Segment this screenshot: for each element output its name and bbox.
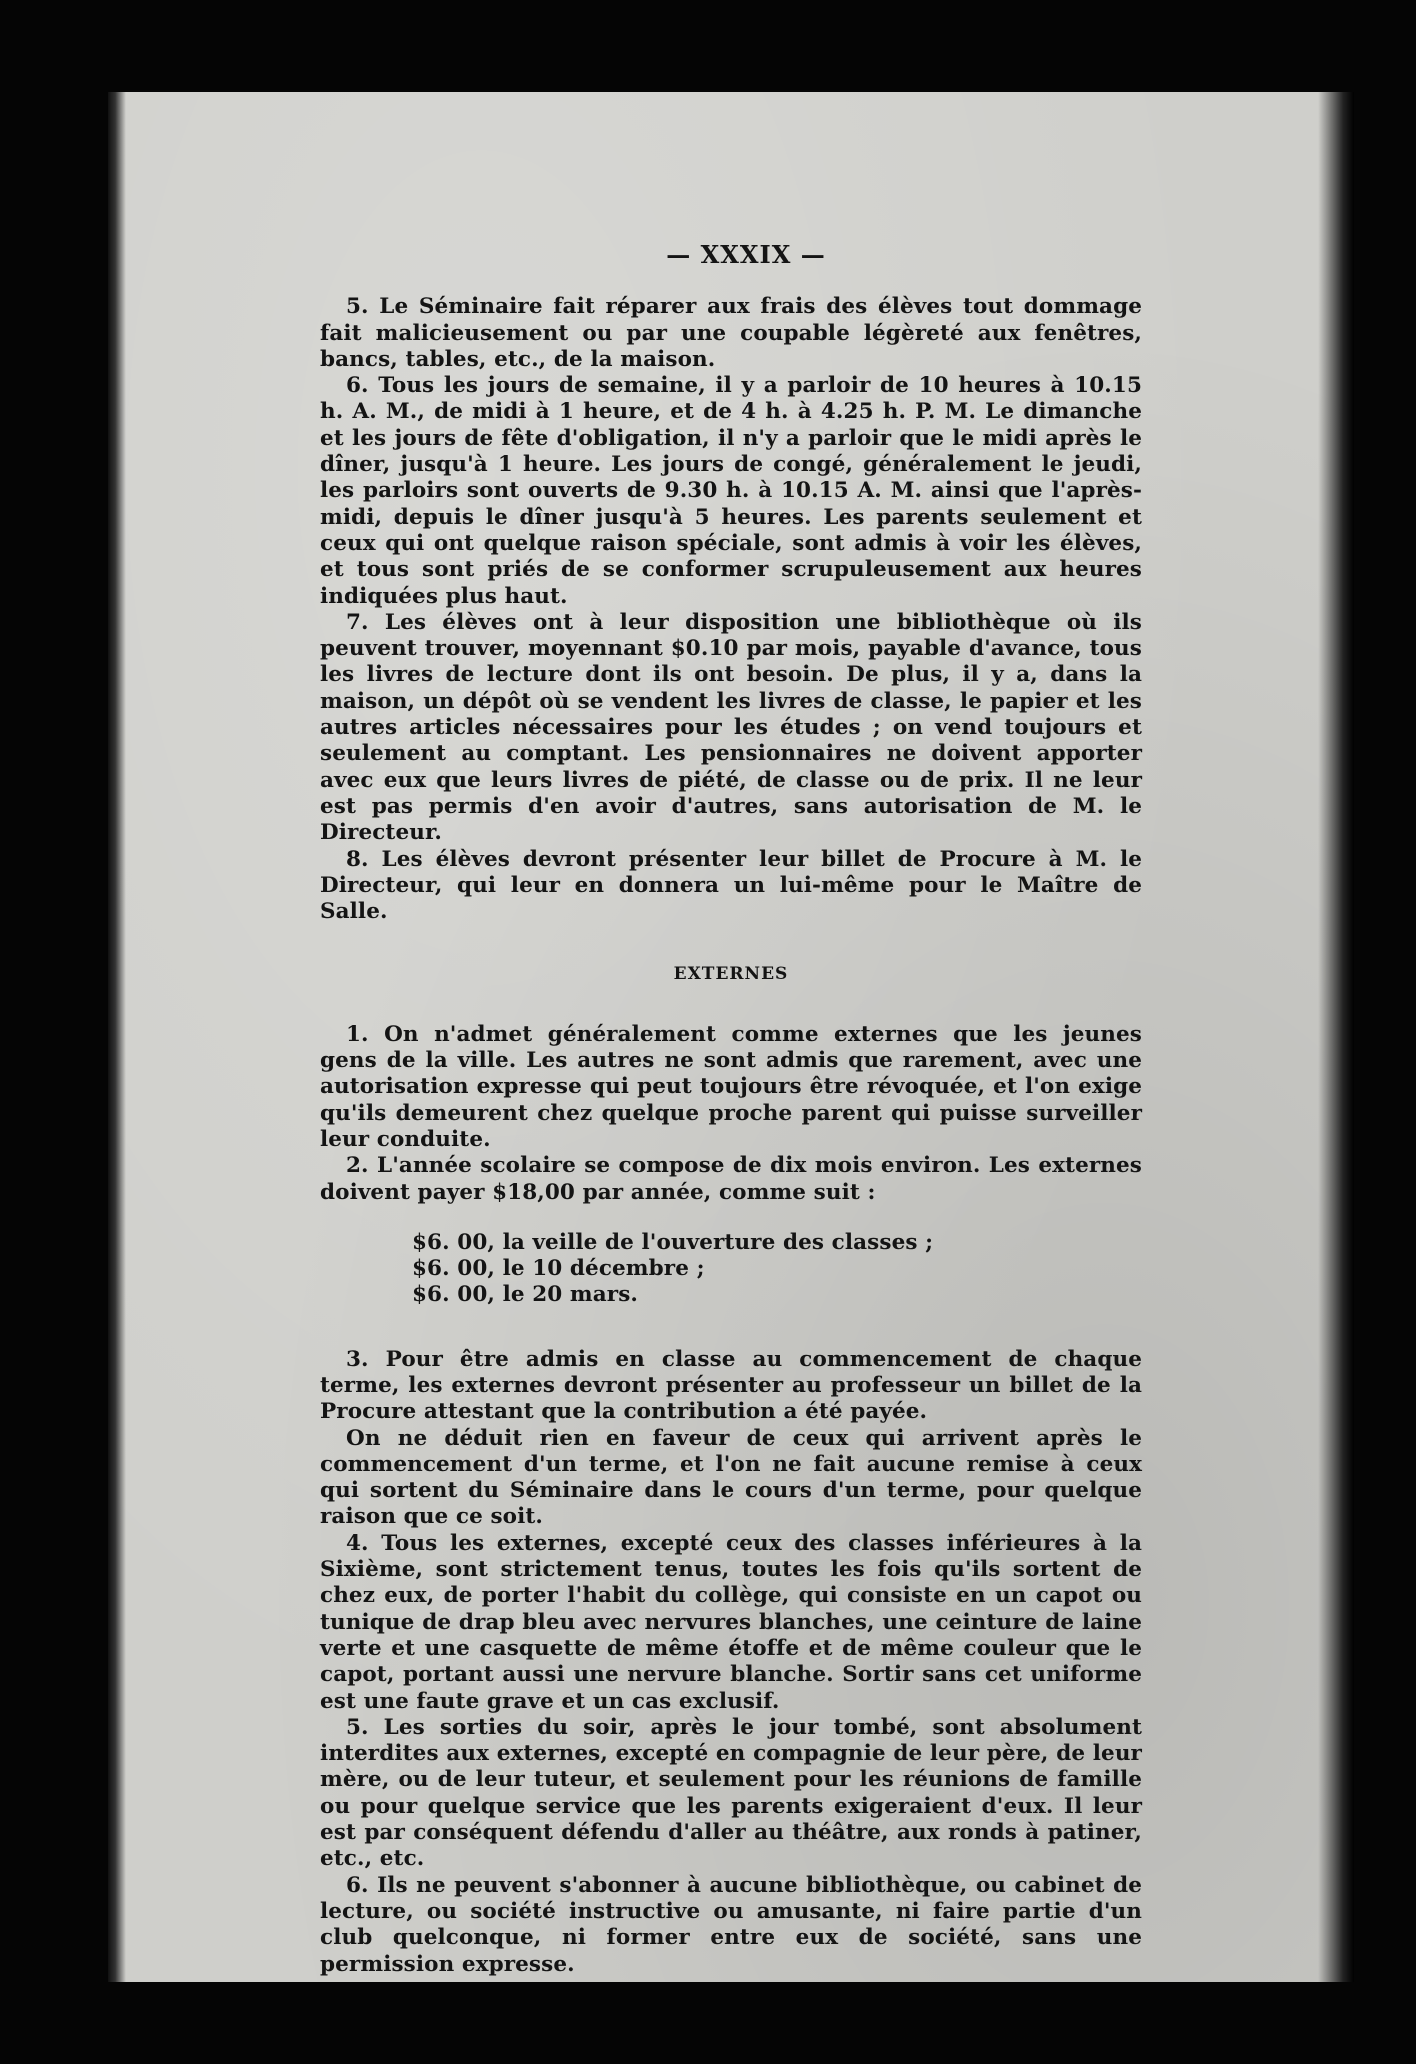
payment-line: $6. 00, la veille de l'ouverture des classes ;	[412, 1229, 934, 1255]
externes-paragraph-3b: On ne déduit rien en faveur de ceux qui arrivent après le commencement d'un terme, et l'on ne fait aucune remise à ceux qui sortent du Séminaire dans le cours d'un terme, pour quelque raison que ce soit.	[320, 1425, 1142, 1530]
externes-paragraph-4: 4. Tous les externes, excepté ceux des classes inférieures à la Sixième, sont strictement tenus, toutes les fois qu'ils sortent de chez eux, de porter l'habit du collège, qui consiste en un capot ou tunique de drap bleu avec nervures blanches, une ceinture de laine verte et une casquette de même étoffe et de même couleur que le capot, portant aussi une nervure blanche. Sortir sans cet uniforme est une faute grave et un cas exclusif.	[320, 1530, 1142, 1714]
paragraph-5: 5. Le Séminaire fait réparer aux frais des élèves tout dommage fait malicieusement ou par une coupable légèreté aux fenêtres, bancs, tables, etc., de la maison.	[320, 294, 1142, 372]
divider-space	[320, 1333, 1142, 1347]
payment-schedule	[412, 1230, 1142, 1309]
text-block	[320, 242, 1142, 1978]
page-edge-shadow	[1318, 92, 1354, 1982]
paragraph-8: 8. Les élèves devront présenter leur billet de Procure à M. le Directeur, qui leur en donnera un lui-même pour le Maître de Salle.	[320, 846, 1142, 925]
externes-paragraph-2: 2. L'année scolaire se compose de dix mois environ. Les externes doivent payer $18,00 par année, comme suit :	[320, 1153, 1142, 1205]
externes-paragraph-6: 6. Ils ne peuvent s'abonner à aucune bibliothèque, ou cabinet de lecture, ou société instructive ou amusante, ni faire partie d'un club quelconque, ni former entre eux de société, sans une permission expresse.	[320, 1872, 1142, 1977]
page-number: — XXXIX —	[666, 240, 826, 269]
book-gutter	[108, 92, 126, 1982]
externes-paragraph-1: 1. On n'admet généralement comme externes que les jeunes gens de la ville. Les autres ne sont admis que rarement, avec une autorisation expresse qui peut toujours être révoquée, et l'on exige qu'ils demeurent chez quelque proche parent qui puisse surveiller leur conduite.	[320, 1021, 1142, 1152]
payment-line: $6. 00, le 10 décembre ;	[412, 1256, 705, 1282]
paragraph-6: 6. Tous les jours de semaine, il y a parloir de 10 heures à 10.15 h. A. M., de midi à 1 heure, et de 4 h. à 4.25 h. P. M. Le dimanche et les jours de fête d'obligation, il n'y a parloir que le midi après le dîner, jusqu'à 1 heure. Les jours de congé, généralement le jeudi, les parloirs sont ouverts de 9.30 h. à 10.15 A. M. ainsi que l'après-midi, depuis le dîner jusqu'à 5 heures. Les parents seulement et ceux qui ont quelque raison spéciale, sont admis à voir les élèves, et tous sont priés de se conformer scrupuleusement aux heures indiquées plus haut.	[320, 373, 1142, 609]
paragraph-7: 7. Les élèves ont à leur disposition une bibliothèque où ils peuvent trouver, moyennant $0.10 par mois, payable d'avance, tous les livres de lecture dont ils ont besoin. De plus, il y a, dans la maison, un dépôt où se vendent les livres de classe, le papier et les autres articles nécessaires pour les études ; on vend toujours et seulement au comptant. Les pensionnaires ne doivent apporter avec eux que leurs livres de piété, de classe ou de prix. Il ne leur est pas permis d'en avoir d'autres, sans autorisation de M. le Directeur.	[320, 609, 1142, 846]
externes-paragraph-3: 3. Pour être admis en classe au commencement de chaque terme, les externes devront présenter au professeur un billet de la Procure attestant que la contribution a été payée.	[320, 1346, 1142, 1425]
payment-line: $6. 00, le 20 mars.	[412, 1282, 639, 1308]
section-title: EXTERNES	[673, 964, 789, 985]
externes-paragraph-5: 5. Les sorties du soir, après le jour tombé, sont absolument interdites aux externes, excepté en compagnie de leur père, de leur mère, ou de leur tuteur, et seulement pour les réunions de famille ou pour quelque service que les parents exigeraient d'eux. Il leur est par conséquent défendu d'aller au théâtre, aux ronds à patiner, etc., etc.	[320, 1714, 1142, 1872]
